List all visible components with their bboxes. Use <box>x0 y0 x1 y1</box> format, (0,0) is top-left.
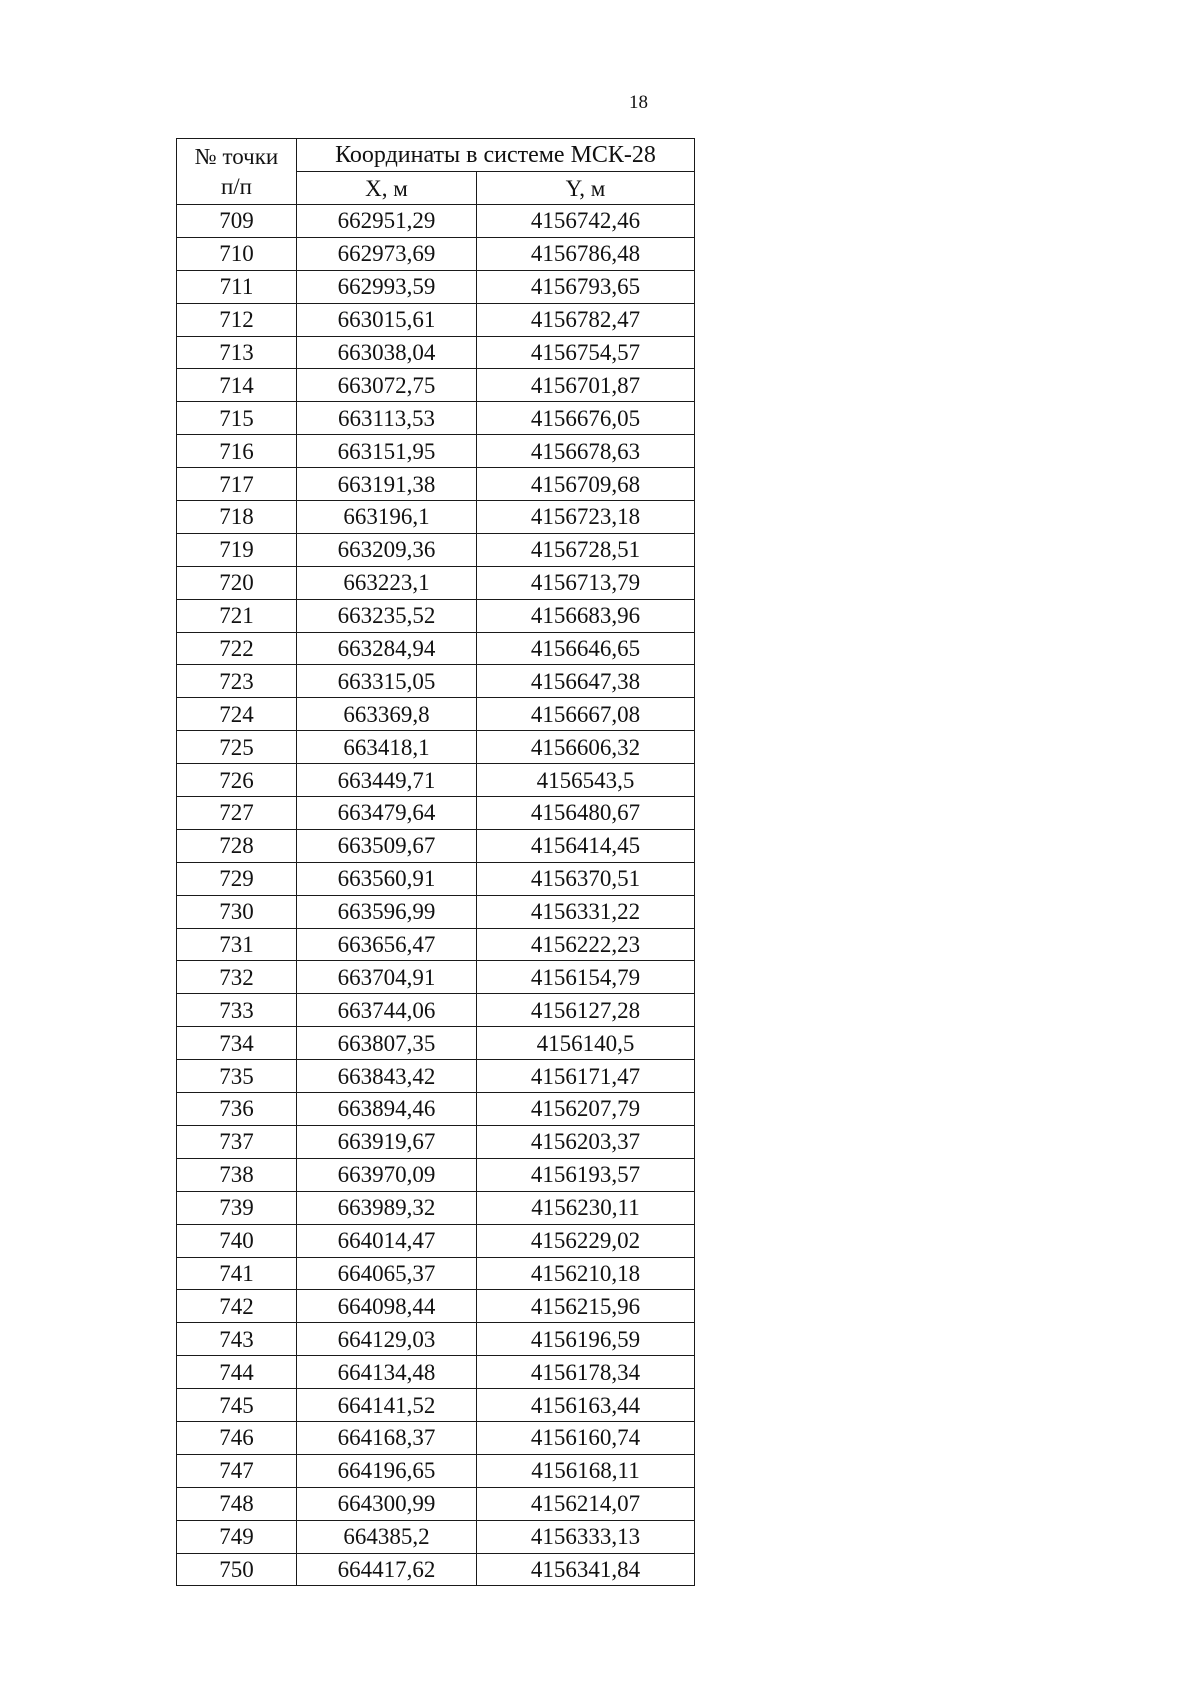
x-coordinate-cell: 663209,36 <box>297 533 477 566</box>
table-row <box>177 1158 695 1191</box>
table-row <box>177 336 695 369</box>
point-number-cell: 718 <box>177 501 297 534</box>
table-row <box>177 1421 695 1454</box>
y-coordinate-cell: 4156606,32 <box>477 731 695 764</box>
table-row <box>177 1487 695 1520</box>
table-header <box>177 139 695 205</box>
table-row <box>177 632 695 665</box>
x-coordinate-cell: 663479,64 <box>297 797 477 830</box>
table-body <box>177 205 695 1586</box>
y-coordinate-cell: 4156215,96 <box>477 1290 695 1323</box>
point-number-cell: 720 <box>177 566 297 599</box>
x-coordinate-cell: 664098,44 <box>297 1290 477 1323</box>
point-number-cell: 710 <box>177 237 297 270</box>
table-row <box>177 1323 695 1356</box>
y-coordinate-cell: 4156646,65 <box>477 632 695 665</box>
table-row <box>177 566 695 599</box>
y-coordinate-cell: 4156207,79 <box>477 1093 695 1126</box>
table-row <box>177 1389 695 1422</box>
x-coordinate-cell: 662993,59 <box>297 270 477 303</box>
table-row <box>177 764 695 797</box>
table-row <box>177 1257 695 1290</box>
y-coordinate-cell: 4156341,84 <box>477 1553 695 1586</box>
y-coordinate-cell: 4156793,65 <box>477 270 695 303</box>
table-row <box>177 829 695 862</box>
point-number-cell: 717 <box>177 468 297 501</box>
y-coordinate-cell: 4156196,59 <box>477 1323 695 1356</box>
x-coordinate-cell: 663843,42 <box>297 1060 477 1093</box>
x-coordinate-cell: 664385,2 <box>297 1520 477 1553</box>
y-coordinate-cell: 4156683,96 <box>477 599 695 632</box>
y-coordinate-cell: 4156709,68 <box>477 468 695 501</box>
point-number-cell: 726 <box>177 764 297 797</box>
table-row <box>177 1224 695 1257</box>
x-coordinate-cell: 664134,48 <box>297 1356 477 1389</box>
point-number-cell: 748 <box>177 1487 297 1520</box>
point-number-cell: 712 <box>177 303 297 336</box>
y-coordinate-cell: 4156676,05 <box>477 402 695 435</box>
table-row <box>177 928 695 961</box>
table-row <box>177 468 695 501</box>
point-number-cell: 714 <box>177 369 297 402</box>
table-row <box>177 698 695 731</box>
point-number-cell: 743 <box>177 1323 297 1356</box>
x-coordinate-cell: 664141,52 <box>297 1389 477 1422</box>
y-coordinate-cell: 4156333,13 <box>477 1520 695 1553</box>
table-row <box>177 1060 695 1093</box>
y-coordinate-cell: 4156168,11 <box>477 1454 695 1487</box>
y-coordinate-cell: 4156163,44 <box>477 1389 695 1422</box>
point-number-cell: 713 <box>177 336 297 369</box>
point-number-cell: 750 <box>177 1553 297 1586</box>
x-coordinate-cell: 663038,04 <box>297 336 477 369</box>
table-row <box>177 402 695 435</box>
point-number-cell: 737 <box>177 1125 297 1158</box>
table-row <box>177 1356 695 1389</box>
table-row <box>177 1454 695 1487</box>
point-number-cell: 744 <box>177 1356 297 1389</box>
x-coordinate-cell: 663596,99 <box>297 895 477 928</box>
point-number-cell: 724 <box>177 698 297 731</box>
coordinates-system-header: Координаты в системе МСК-28 <box>297 139 695 172</box>
table-row <box>177 895 695 928</box>
y-coordinate-cell: 4156171,47 <box>477 1060 695 1093</box>
point-number-cell: 719 <box>177 533 297 566</box>
table-row <box>177 599 695 632</box>
point-number-cell: 734 <box>177 1027 297 1060</box>
table-row <box>177 237 695 270</box>
point-number-cell: 742 <box>177 1290 297 1323</box>
x-coordinate-cell: 663919,67 <box>297 1125 477 1158</box>
y-coordinate-cell: 4156331,22 <box>477 895 695 928</box>
table-row <box>177 961 695 994</box>
table-row <box>177 1553 695 1586</box>
y-coordinate-cell: 4156229,02 <box>477 1224 695 1257</box>
table-row <box>177 862 695 895</box>
x-coordinate-cell: 664065,37 <box>297 1257 477 1290</box>
table-row <box>177 665 695 698</box>
x-coordinate-cell: 664417,62 <box>297 1553 477 1586</box>
table-row <box>177 731 695 764</box>
y-coordinate-cell: 4156713,79 <box>477 566 695 599</box>
x-coordinate-cell: 663015,61 <box>297 303 477 336</box>
x-coordinate-cell: 663894,46 <box>297 1093 477 1126</box>
x-coordinate-cell: 664300,99 <box>297 1487 477 1520</box>
x-coordinate-cell: 663989,32 <box>297 1191 477 1224</box>
y-coordinate-cell: 4156127,28 <box>477 994 695 1027</box>
x-coordinate-cell: 664196,65 <box>297 1454 477 1487</box>
table-row <box>177 369 695 402</box>
y-coordinate-cell: 4156140,5 <box>477 1027 695 1060</box>
y-coordinate-cell: 4156782,47 <box>477 303 695 336</box>
y-coordinate-cell: 4156543,5 <box>477 764 695 797</box>
point-number-cell: 732 <box>177 961 297 994</box>
point-number-cell: 740 <box>177 1224 297 1257</box>
x-coordinate-cell: 662973,69 <box>297 237 477 270</box>
table-row <box>177 994 695 1027</box>
y-coordinate-cell: 4156786,48 <box>477 237 695 270</box>
y-coordinate-cell: 4156678,63 <box>477 435 695 468</box>
y-coordinate-cell: 4156728,51 <box>477 533 695 566</box>
x-column-header: X, м <box>297 172 477 205</box>
table-row <box>177 501 695 534</box>
y-coordinate-cell: 4156414,45 <box>477 829 695 862</box>
y-coordinate-cell: 4156230,11 <box>477 1191 695 1224</box>
page-number: 18 <box>629 92 648 113</box>
y-coordinate-cell: 4156160,74 <box>477 1421 695 1454</box>
point-number-cell: 746 <box>177 1421 297 1454</box>
x-coordinate-cell: 663509,67 <box>297 829 477 862</box>
y-coordinate-cell: 4156480,67 <box>477 797 695 830</box>
point-number-cell: 727 <box>177 797 297 830</box>
y-coordinate-cell: 4156742,46 <box>477 205 695 238</box>
y-column-header: Y, м <box>477 172 695 205</box>
table-row <box>177 1125 695 1158</box>
y-coordinate-cell: 4156193,57 <box>477 1158 695 1191</box>
point-number-cell: 736 <box>177 1093 297 1126</box>
x-coordinate-cell: 663970,09 <box>297 1158 477 1191</box>
point-number-cell: 722 <box>177 632 297 665</box>
point-number-cell: 711 <box>177 270 297 303</box>
x-coordinate-cell: 663223,1 <box>297 566 477 599</box>
point-number-header-line1: № точки <box>194 143 279 169</box>
x-coordinate-cell: 663418,1 <box>297 731 477 764</box>
table-row <box>177 533 695 566</box>
table-header-row <box>177 139 695 172</box>
x-coordinate-cell: 663449,71 <box>297 764 477 797</box>
table-row <box>177 270 695 303</box>
table-row <box>177 205 695 238</box>
y-coordinate-cell: 4156203,37 <box>477 1125 695 1158</box>
table-row <box>177 1290 695 1323</box>
x-coordinate-cell: 663113,53 <box>297 402 477 435</box>
y-coordinate-cell: 4156178,34 <box>477 1356 695 1389</box>
x-coordinate-cell: 663315,05 <box>297 665 477 698</box>
coordinates-table <box>176 138 695 1586</box>
point-number-cell: 716 <box>177 435 297 468</box>
table-row <box>177 1191 695 1224</box>
x-coordinate-cell: 664129,03 <box>297 1323 477 1356</box>
x-coordinate-cell: 663151,95 <box>297 435 477 468</box>
x-coordinate-cell: 663704,91 <box>297 961 477 994</box>
point-number-cell: 745 <box>177 1389 297 1422</box>
x-coordinate-cell: 663744,06 <box>297 994 477 1027</box>
y-coordinate-cell: 4156723,18 <box>477 501 695 534</box>
point-number-cell: 749 <box>177 1520 297 1553</box>
table-row <box>177 797 695 830</box>
x-coordinate-cell: 662951,29 <box>297 205 477 238</box>
point-number-cell: 723 <box>177 665 297 698</box>
x-coordinate-cell: 664014,47 <box>297 1224 477 1257</box>
x-coordinate-cell: 663072,75 <box>297 369 477 402</box>
y-coordinate-cell: 4156210,18 <box>477 1257 695 1290</box>
y-coordinate-cell: 4156214,07 <box>477 1487 695 1520</box>
x-coordinate-cell: 663807,35 <box>297 1027 477 1060</box>
point-number-cell: 738 <box>177 1158 297 1191</box>
y-coordinate-cell: 4156222,23 <box>477 928 695 961</box>
point-number-cell: 729 <box>177 862 297 895</box>
point-number-cell: 715 <box>177 402 297 435</box>
point-number-cell: 730 <box>177 895 297 928</box>
point-number-cell: 747 <box>177 1454 297 1487</box>
y-coordinate-cell: 4156647,38 <box>477 665 695 698</box>
x-coordinate-cell: 663656,47 <box>297 928 477 961</box>
y-coordinate-cell: 4156154,79 <box>477 961 695 994</box>
point-number-cell: 725 <box>177 731 297 764</box>
point-number-cell: 739 <box>177 1191 297 1224</box>
y-coordinate-cell: 4156754,57 <box>477 336 695 369</box>
point-number-cell: 721 <box>177 599 297 632</box>
point-number-header-line2: п/п <box>220 173 252 199</box>
point-number-cell: 728 <box>177 829 297 862</box>
table-row <box>177 435 695 468</box>
point-number-cell: 733 <box>177 994 297 1027</box>
x-coordinate-cell: 663191,38 <box>297 468 477 501</box>
table-row <box>177 1093 695 1126</box>
point-number-cell: 735 <box>177 1060 297 1093</box>
x-coordinate-cell: 663369,8 <box>297 698 477 731</box>
y-coordinate-cell: 4156701,87 <box>477 369 695 402</box>
point-number-cell: 731 <box>177 928 297 961</box>
table-row <box>177 1520 695 1553</box>
x-coordinate-cell: 663196,1 <box>297 501 477 534</box>
x-coordinate-cell: 663560,91 <box>297 862 477 895</box>
point-number-header <box>177 139 297 205</box>
x-coordinate-cell: 664168,37 <box>297 1421 477 1454</box>
y-coordinate-cell: 4156667,08 <box>477 698 695 731</box>
table-row <box>177 303 695 336</box>
y-coordinate-cell: 4156370,51 <box>477 862 695 895</box>
x-coordinate-cell: 663284,94 <box>297 632 477 665</box>
x-coordinate-cell: 663235,52 <box>297 599 477 632</box>
point-number-cell: 741 <box>177 1257 297 1290</box>
table-row <box>177 1027 695 1060</box>
point-number-cell: 709 <box>177 205 297 238</box>
